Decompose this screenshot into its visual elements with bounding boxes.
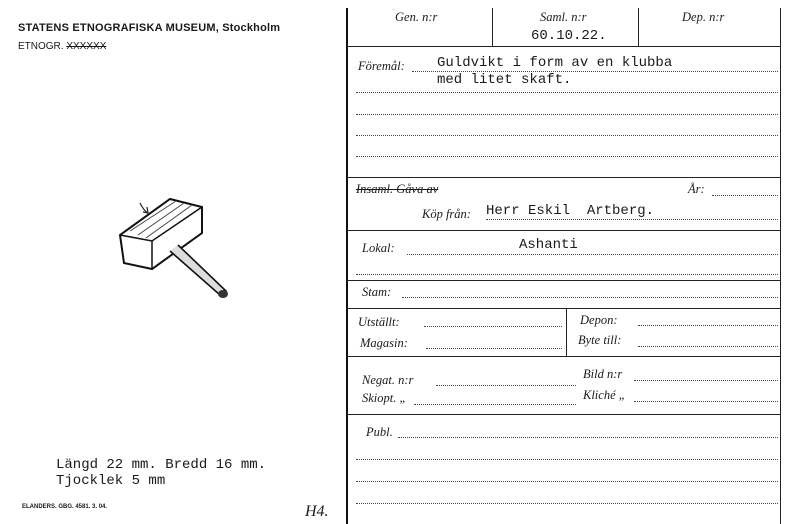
foremal-dotline-5	[356, 156, 778, 157]
stam-dotline	[402, 297, 778, 298]
ar-dotline	[712, 195, 778, 196]
lokal-label: Lokal:	[362, 241, 395, 255]
stam-bottom-line	[346, 308, 780, 309]
photo-bottom-line	[346, 414, 780, 415]
magasin-dotline	[426, 348, 562, 349]
card-right-border	[780, 8, 781, 524]
etnogr-struck-number: XXXXXX	[66, 41, 107, 52]
kliche-dotline	[634, 401, 778, 402]
saml-number-label: Saml. n:r	[540, 10, 587, 24]
foremal-bottom-line	[346, 177, 780, 178]
etnogr-label: ETNOGR.	[18, 41, 64, 52]
kop-bottom-line	[346, 230, 780, 231]
negat-dotline	[436, 385, 576, 386]
foremal-dotline-4	[356, 135, 778, 136]
storage-bottom-line	[346, 356, 780, 357]
byte-till-label: Byte till:	[578, 333, 622, 347]
skiopt-label: Skiopt. „	[362, 391, 407, 405]
utstallt-dotline	[424, 326, 562, 327]
foremal-dotline-2	[356, 92, 778, 93]
institution-city: Stockholm	[222, 22, 281, 34]
insaml-label: Insaml. Gåva av	[356, 182, 439, 196]
depon-dotline	[638, 325, 778, 326]
stam-label: Stam:	[362, 285, 392, 299]
header-divider-1	[492, 8, 493, 46]
header-divider-2	[638, 8, 639, 46]
dimensions-line-1: Längd 22 mm. Bredd 16 mm.	[56, 457, 267, 473]
bild-label: Bild n:r	[583, 367, 623, 381]
kliche-label: Kliché „	[583, 388, 626, 402]
gen-number-label: Gen. n:r	[395, 10, 438, 24]
publ-dotline-1	[398, 437, 778, 438]
saml-number-value: 60.10.22.	[531, 28, 607, 44]
etnogr-line	[18, 41, 106, 52]
object-sketch	[110, 185, 250, 315]
publ-dotline-3	[356, 481, 778, 482]
institution-name: STATENS ETNOGRAFISKA MUSEUM,	[18, 22, 219, 34]
foremal-dotline-1	[412, 71, 778, 72]
skiopt-dotline	[414, 404, 576, 405]
byte-till-dotline	[638, 346, 778, 347]
dimensions-line-2: Tjocklek 5 mm	[56, 473, 166, 489]
kop-fran-label: Köp från:	[422, 207, 471, 221]
utstallt-label: Utställt:	[358, 315, 400, 329]
dep-number-label: Dep. n:r	[682, 10, 725, 24]
magasin-label: Magasin:	[360, 336, 408, 350]
foremal-value-line-2: med litet skaft.	[437, 72, 572, 88]
handwritten-number: H4.	[305, 503, 329, 520]
foremal-value-line-1: Guldvikt i form av en klubba	[437, 55, 673, 71]
publ-label: Publ.	[366, 425, 393, 439]
storage-divider	[566, 308, 567, 356]
foremal-label: Föremål:	[358, 59, 405, 73]
kop-dotline	[486, 219, 778, 220]
kop-fran-value: Herr Eskil Artberg.	[486, 203, 655, 219]
bild-dotline	[634, 380, 778, 381]
lokal-bottom-line	[346, 280, 780, 281]
lokal-value: Ashanti	[519, 237, 578, 253]
card-left-border	[346, 8, 348, 524]
printer-imprint: ELANDERS. GBG. 4581. 3. 04.	[22, 504, 108, 510]
header-bottom-line	[346, 46, 780, 47]
institution-header	[18, 22, 280, 34]
lokal-dotline-2	[356, 274, 778, 275]
lokal-dotline-1	[407, 254, 778, 255]
negat-label: Negat. n:r	[362, 373, 414, 387]
ar-label: År:	[688, 182, 705, 196]
publ-dotline-4	[356, 503, 778, 504]
foremal-dotline-3	[356, 114, 778, 115]
depon-label: Depon:	[580, 313, 618, 327]
publ-dotline-2	[356, 459, 778, 460]
